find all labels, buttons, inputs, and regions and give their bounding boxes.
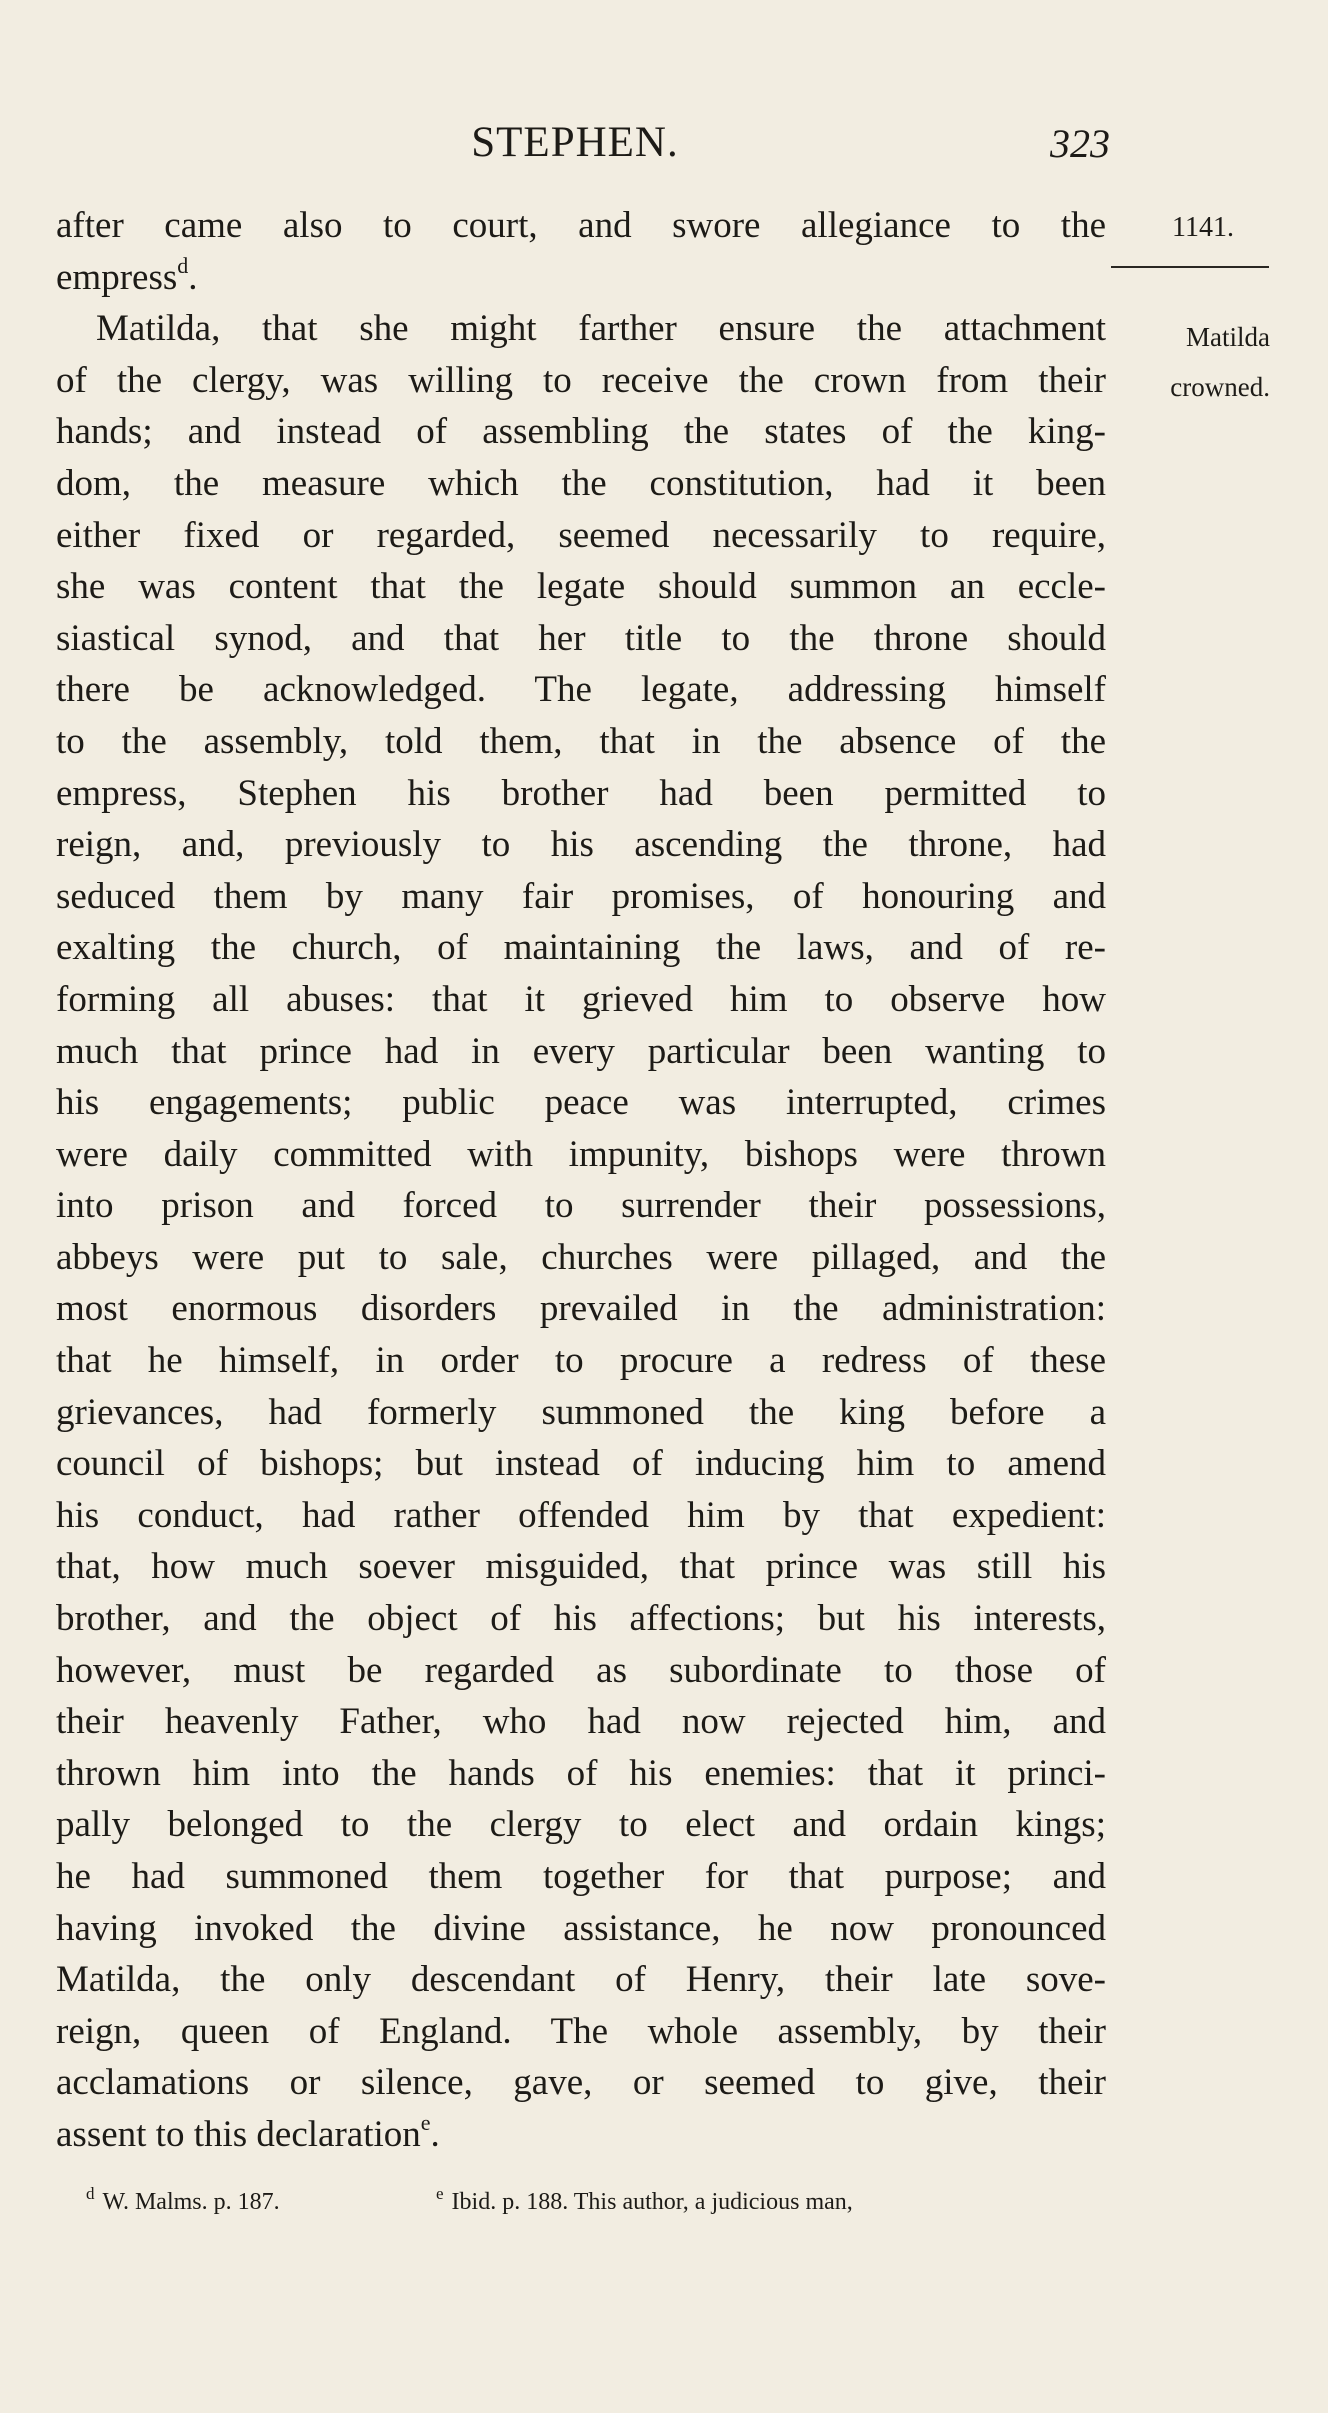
footnote-text: Ibid. p. 188. This author, a judicious man, (451, 2189, 853, 2215)
margin-note (1106, 312, 1270, 412)
text-line: after came also to court, and swore allegiance to the (56, 205, 1106, 246)
text-line: dom, the measure which the constitution, had it been (56, 462, 1106, 504)
text-line: she was content that the legate should summon an eccle- (56, 566, 1106, 608)
margin-year: 1141. (1172, 212, 1234, 243)
text-line: brother, and the object of his affections; but his interests, (56, 1598, 1106, 1640)
page-number: 323 (1050, 121, 1110, 166)
text-line: most enormous disorders prevailed in the administration: (56, 1288, 1106, 1330)
text-line: there be acknowledged. The legate, addressing himself (56, 669, 1106, 711)
footnote-text: W. Malms. p. 187. (102, 2189, 280, 2215)
text-line: that he himself, in order to procure a redress of these (56, 1340, 1106, 1382)
text-line: were daily committed with impunity, bishops were thrown (56, 1133, 1106, 1175)
text-line: council of bishops; but instead of inducing him to amend (56, 1443, 1106, 1485)
text-line: empress$^d$. (56, 252, 198, 298)
margin-note-line: crowned. (1170, 372, 1270, 402)
text-line: he had summoned them together for that purpose; and (56, 1856, 1106, 1897)
footnotes (86, 2184, 1116, 2216)
text-line: thrown him into the hands of his enemies: that it princi- (56, 1752, 1106, 1794)
text-line: hands; and instead of assembling the states of the king- (56, 411, 1106, 453)
text-line: reign, and, previously to his ascending the throne, had (56, 824, 1106, 866)
text-line: to the assembly, told them, that in the absence of the (56, 720, 1106, 762)
text-line: assent to this declaration$^e$. (56, 2109, 440, 2155)
text-line: exalting the church, of maintaining the laws, and of re- (56, 927, 1106, 969)
text-line: that, how much soever misguided, that prince was still his (56, 1546, 1106, 1588)
footnote-ref[interactable]: d (177, 252, 189, 278)
text-line: reign, queen of England. The whole assembly, by their (56, 2010, 1106, 2052)
text-line: either fixed or regarded, seemed necessarily to require, (56, 514, 1106, 556)
text-line: his engagements; public peace was interrupted, crimes (56, 1082, 1106, 1124)
paragraph-start-line: Matilda, that she might farther ensure the attachment (96, 308, 1106, 350)
text-line: into prison and forced to surrender their possessions, (56, 1185, 1106, 1227)
footnote-e (436, 2184, 1121, 2216)
text-line: pally belonged to the clergy to elect and ordain kings; (56, 1804, 1106, 1846)
text-line: empress, Stephen his brother had been permitted to (56, 772, 1106, 814)
text-line: their heavenly Father, who had now rejected him, and (56, 1701, 1106, 1743)
text-line: however, must be regarded as subordinate to those of (56, 1649, 1106, 1691)
text-line: his conduct, had rather offended him by that expedient: (56, 1494, 1106, 1536)
text-line: much that prince had in every particular been wanting to (56, 1030, 1106, 1072)
margin-divider (1111, 266, 1269, 268)
text-line: of the clergy, was willing to receive the crown from their (56, 359, 1106, 401)
text-line: having invoked the divine assistance, he now pronounced (56, 1907, 1106, 1949)
text-line: forming all abuses: that it grieved him to observe how (56, 978, 1106, 1020)
footnote-mark: e (436, 2184, 444, 2203)
text-line: grievances, had formerly summoned the king before a (56, 1391, 1106, 1433)
body-text (56, 200, 1106, 2161)
footnote-mark: d (86, 2184, 95, 2203)
text-line: abbeys were put to sale, churches were pillaged, and the (56, 1236, 1106, 1278)
text-line: siastical synod, and that her title to the throne should (56, 617, 1106, 659)
text-line: seduced them by many fair promises, of honouring and (56, 875, 1106, 917)
text-line: Matilda, the only descendant of Henry, their late sove- (56, 1959, 1106, 2001)
running-title: STEPHEN. (471, 119, 679, 166)
footnote-ref[interactable]: e (420, 2109, 431, 2135)
footnote-d (86, 2184, 436, 2216)
text-line: acclamations or silence, gave, or seemed to give, their (56, 2062, 1106, 2104)
margin-note-line: Matilda (1186, 322, 1270, 352)
